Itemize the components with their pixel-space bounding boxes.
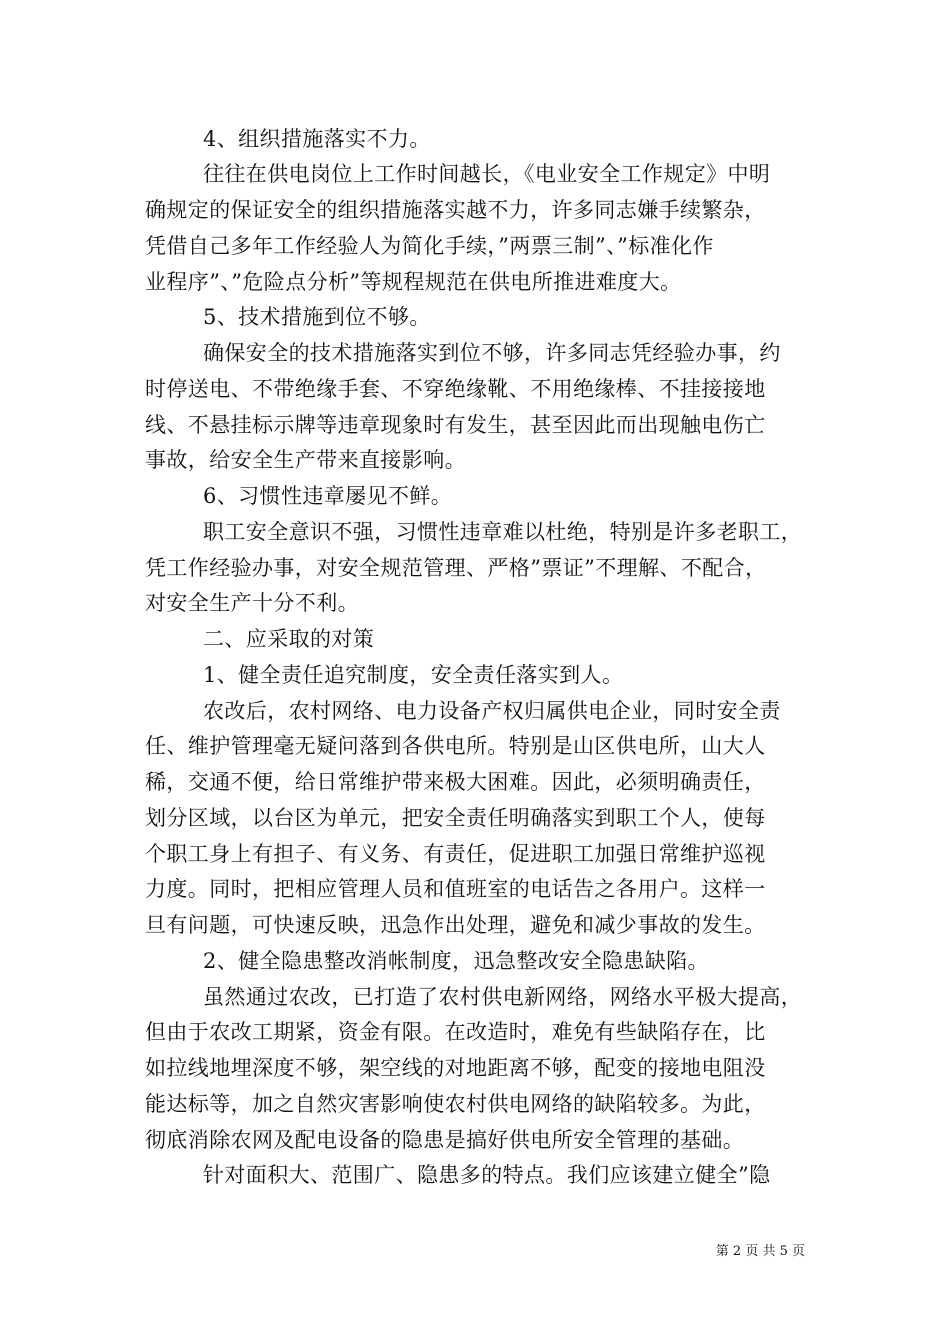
- heading-1: 1、健全责任追究制度，安全责任落实到人。: [203, 663, 624, 687]
- paragraph-line: 业程序”、”危险点分析”等规程规范在供电所推进难度大。: [145, 270, 682, 294]
- paragraph-line: 虽然通过农改，已打造了农村供电新网络，网络水平极大提高，: [203, 985, 803, 1009]
- paragraph-line: 确规定的保证安全的组织措施落实越不力，许多同志嫌手续繁杂，: [145, 198, 766, 222]
- paragraph-line: 线、不悬挂标示牌等违章现象时有发生，甚至因此而出现触电伤亡: [145, 413, 766, 437]
- paragraph-line: 确保安全的技术措施落实到位不够，许多同志凭经验办事，约: [203, 341, 781, 365]
- heading-4: 4、组织措施落实不力。: [203, 127, 431, 151]
- paragraph-line: 凭借自己多年工作经验人为简化手续，”两票三制”、”标准化作: [145, 234, 714, 258]
- heading-5: 5、技术措施到位不够。: [203, 305, 431, 329]
- page-number-footer: 第 2 页 共 5 页: [715, 1244, 805, 1259]
- heading-6: 6、习惯性违章屡见不鲜。: [203, 484, 453, 508]
- paragraph-line: 时停送电、不带绝缘手套、不穿绝缘靴、不用绝缘棒、不挂接接地: [145, 377, 766, 401]
- paragraph-line: 任、维护管理毫无疑问落到各供电所。特别是山区供电所，山大人: [145, 734, 766, 758]
- section-heading: 二、应采取的对策: [203, 627, 375, 651]
- paragraph-line: 力度。同时，把相应管理人员和值班室的电话告之各用户。这样一: [145, 877, 766, 901]
- paragraph-line: 对安全生产十分不利。: [145, 591, 359, 615]
- paragraph-line: 但由于农改工期紧，资金有限。在改造时，难免有些缺陷存在，比: [145, 1020, 766, 1044]
- paragraph-line: 稀，交通不便，给日常维护带来极大困难。因此，必须明确责任，: [145, 770, 766, 794]
- paragraph-line: 凭工作经验办事，对安全规范管理、严格”票证”不理解、不配合，: [145, 556, 767, 580]
- paragraph-line: 个职工身上有担子、有义务、有责任，促进职工加强日常维护巡视: [145, 842, 766, 866]
- paragraph-line: 针对面积大、范围广、隐患多的特点。我们应该建立健全”隐: [203, 1163, 771, 1187]
- paragraph-line: 往往在供电岗位上工作时间越长，《电业安全工作规定》中明: [203, 162, 771, 186]
- paragraph-line: 事故，给安全生产带来直接影响。: [145, 448, 466, 472]
- paragraph-line: 划分区域，以台区为单元，把安全责任明确落实到职工个人，使每: [145, 806, 766, 830]
- paragraph-line: 农改后，农村网络、电力设备产权归属供电企业，同时安全责: [203, 699, 781, 723]
- paragraph-line: 能达标等，加之自然灾害影响使农村供电网络的缺陷较多。为此，: [145, 1092, 766, 1116]
- heading-2: 2、健全隐患整改消帐制度，迅急整改安全隐患缺陷。: [203, 949, 709, 973]
- paragraph-line: 如拉线地埋深度不够，架空线的对地距离不够，配变的接地电阻没: [145, 1056, 766, 1080]
- paragraph-line: 旦有问题，可快速反映，迅急作出处理，避免和减少事故的发生。: [145, 913, 766, 937]
- paragraph-line: 彻底消除农网及配电设备的隐患是搞好供电所安全管理的基础。: [145, 1128, 745, 1152]
- paragraph-line: 职工安全意识不强，习惯性违章难以杜绝，特别是许多老职工，: [203, 520, 803, 544]
